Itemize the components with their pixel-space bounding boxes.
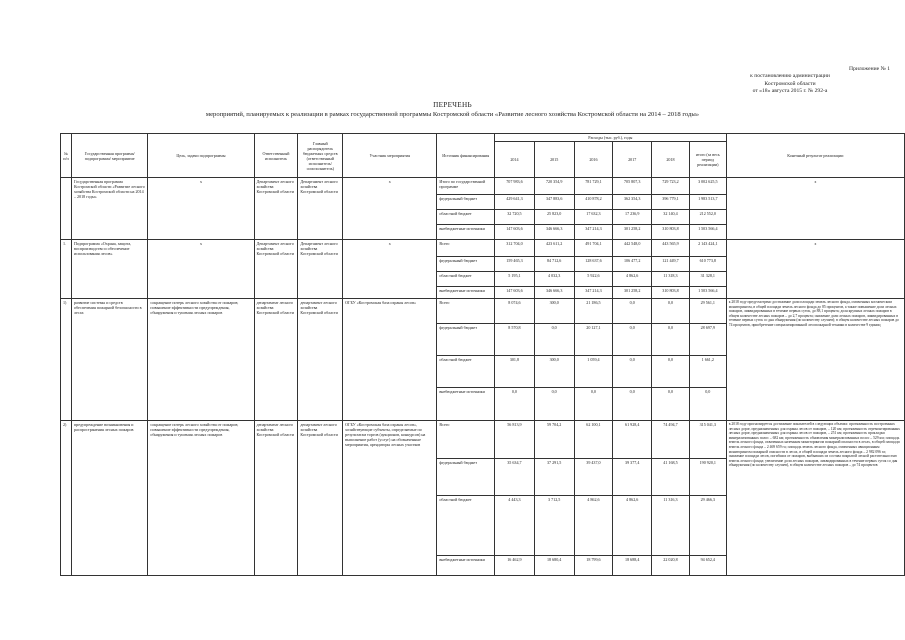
funding-source: федеральный бюджет <box>437 324 495 356</box>
amount-2015: 347 883,6 <box>534 195 574 210</box>
activity-goal: x <box>148 240 254 299</box>
budget-manager: Департамент лесного хозяйства Костромской области <box>298 240 343 299</box>
amount-total: 28 697,9 <box>689 324 726 356</box>
budget-manager: департамент лесного хозяйства Костромской области <box>298 421 343 576</box>
amount-2018: 0,0 <box>652 324 690 356</box>
activity-name: Подпрограмма «Охрана, защита, воспроизводство и обеспечение использования лесов» <box>71 240 147 299</box>
activity-participant: x <box>343 178 437 240</box>
funding-source: Всего <box>437 299 495 324</box>
amount-2014: 4 443,3 <box>495 496 535 556</box>
funding-source: областной бюджет <box>437 272 495 287</box>
final-result: x <box>726 178 904 240</box>
final-result: в 2018 году прогнозируется достижение показателей в следующих объемах: протяженность построенных лесных дорог, предназначенных для охраны лесов от пожаров, – 120 км; протяженность отремонтированных лесных дорог, предназначенных для охраны лесов от пожаров, – 251 км; протяженность прокладки минерализованных полос – 682 км; протяженность обновления минерализованных полос – 529 км; площадь земель лесного фонда, охваченных наземным мониторингом пожарной опасности в лесах, в общей площади земель лесного фонда – 2 469 659 га; площадь земель лесного фонда, охваченных авиационным мониторингом пожарной опасности в лесах, в общей площади земель лесного фонда – 2 982 096 га; снижение площади лесов, погибших от пожаров, выбывших из состава покрытой лесной растительностью земель лесного фонда; увеличение доли лесных пожаров, ликвидированных в течение первых суток со дня обнаружения (по количеству случаев), в общем количестве лесных пожаров – до 74 процентов <box>726 421 904 576</box>
funding-source: областной бюджет <box>437 210 495 225</box>
responsible-executor: Департамент лесного хозяйства Костромской области <box>254 178 298 240</box>
amount-2015: 0,0 <box>534 324 574 356</box>
amount-2014: 16 462,9 <box>495 556 535 576</box>
col-year-2014: 2014 <box>495 142 535 178</box>
amount-2017: 0,0 <box>613 388 652 421</box>
amount-total: 1 503 566,4 <box>689 287 726 299</box>
row-number <box>61 178 72 240</box>
amount-total: 3 002 625,5 <box>689 178 726 195</box>
amount-2014: 8 570,8 <box>495 324 535 356</box>
funding-source: областной бюджет <box>437 356 495 388</box>
appendix-number: Приложение № 1 <box>849 66 890 72</box>
amount-2016: 410 878,2 <box>574 195 613 210</box>
amount-2016: 62 100,1 <box>574 421 613 459</box>
amount-2018: 0,0 <box>652 388 690 421</box>
table-row <box>61 299 905 324</box>
amount-2014: 5 195,1 <box>495 272 535 287</box>
funding-source: внебюджетные источники <box>437 225 495 240</box>
amount-2017: 106 477,2 <box>613 257 652 272</box>
row-number: 1. <box>61 240 72 299</box>
amount-2017: 442 548,0 <box>613 240 652 257</box>
amount-total: 2 143 424,1 <box>689 240 726 257</box>
funding-source: областной бюджет <box>437 496 495 556</box>
amount-2017: 0,0 <box>613 324 652 356</box>
budget-manager: департамент лесного хозяйства Костромской области <box>298 299 343 421</box>
funding-source: Всего <box>437 240 495 257</box>
funding-source: внебюджетные источники <box>437 556 495 576</box>
amount-2017: 4 862,6 <box>613 496 652 556</box>
col-year-2016: 2016 <box>574 142 613 178</box>
col-result: Конечный результат реализации <box>726 134 904 178</box>
funding-source: Всего <box>437 421 495 459</box>
activity-goal: сокращение потерь лесного хозяйства от пожаров; повышение эффективности предупреждения, обнаружения и тушения лесных пожаров <box>148 299 254 421</box>
appendix-date: от «18» августа 2015 г. № 292-а <box>752 87 828 94</box>
amount-2015: 346 666,3 <box>534 225 574 240</box>
final-result: x <box>726 240 904 299</box>
amount-2016: 1 059,4 <box>574 356 613 388</box>
amount-2016: 5 922,6 <box>574 272 613 287</box>
responsible-executor: департамент лесного хозяйства Костромской области <box>254 299 298 421</box>
amount-total: 1 503 566,4 <box>689 225 726 240</box>
amount-2018: 310 803,8 <box>652 287 690 299</box>
activity-name: развитие системы и средств обеспечения пожарной безопасности в лесах <box>71 299 147 421</box>
funding-source: внебюджетные источники <box>437 287 495 299</box>
amount-2018: 22 020,8 <box>652 556 690 576</box>
amount-2015: 300,0 <box>534 356 574 388</box>
amount-2017: 705 807,3 <box>613 178 652 195</box>
amount-total: 31 328,1 <box>689 272 726 287</box>
amount-2016: 347 214,3 <box>574 287 613 299</box>
funding-source: внебюджетные источники <box>437 388 495 421</box>
amount-2015: 346 666,3 <box>534 287 574 299</box>
funding-source: федеральный бюджет <box>437 195 495 210</box>
amount-2018: 32 140,4 <box>652 210 690 225</box>
activity-participant: ОГБУ «Костромская база охраны лесов», хозяйствующие субъекты, определяемые по результатам торгов (аукционов, конкурсов) на выполнение работ (услуг) на обозначенные мероприятия, арендаторы лесных участков <box>343 421 437 576</box>
amount-2016: 20 127,1 <box>574 324 613 356</box>
amount-2014: 159 465,3 <box>495 257 535 272</box>
appendix-to-decree: к постановлению администрации <box>750 73 830 80</box>
amount-2017: 301 258,2 <box>613 287 652 299</box>
amount-total: 212 552,0 <box>689 210 726 225</box>
amount-2016: 39 437,0 <box>574 459 613 496</box>
amount-2016: 17 632,3 <box>574 210 613 225</box>
amount-2014: 147 603,6 <box>495 225 535 240</box>
amount-2014: 312 704,0 <box>495 240 535 257</box>
amount-2015: 423 611,2 <box>534 240 574 257</box>
amount-total: 315 041,3 <box>689 421 726 459</box>
amount-2015: 25 823,0 <box>534 210 574 225</box>
amount-2018: 74 494,7 <box>652 421 690 459</box>
col-year-2017: 2017 <box>613 142 652 178</box>
amount-2016: 0,0 <box>574 388 613 421</box>
funding-source: федеральный бюджет <box>437 257 495 272</box>
final-result: к 2018 году предусмотрено достижение доли площади земель лесного фонда, охваченных космическим мониторингом, в общей площади земель лесного фонда до 85 процентов, а также повышение доли лесных пожаров, ликвидированных в течение первых суток, до 88,1 процента; доля крупных лесных пожаров в общем количестве лесных пожаров – до 2,7 процента; снижение доли лесных пожаров, ликвидированных в течение первых суток со дня обнаружения (по количеству случаев); в общем количестве лесных пожаров до 74 процентов, приобретение специализированной лесопожарной техники в количестве 9 единиц <box>726 299 904 421</box>
row-number: 2) <box>61 421 72 576</box>
activity-participant: ОГБУ «Костромская база охраны лесов» <box>343 299 437 421</box>
activity-goal: x <box>148 178 254 240</box>
col-goal: Цель, задачи подпрограммы <box>148 134 254 178</box>
col-expenses: Расходы (тыс. руб.), годы <box>495 134 727 142</box>
amount-2016: 347 214,3 <box>574 225 613 240</box>
amount-2014: 429 641,3 <box>495 195 535 210</box>
amount-2014: 35 634,7 <box>495 459 535 496</box>
col-num: № п/п <box>61 134 72 178</box>
amount-2015: 0,0 <box>534 388 574 421</box>
document-header <box>690 66 890 95</box>
amount-2014: 8 074,6 <box>495 299 535 324</box>
amount-total: 29 466,3 <box>689 496 726 556</box>
amount-total: 29 561,1 <box>689 299 726 324</box>
amount-total: 190 920,1 <box>689 459 726 496</box>
amount-total: 1 661,2 <box>689 356 726 388</box>
amount-2016: 491 704,1 <box>574 240 613 257</box>
amount-2014: 56 813,9 <box>495 421 535 459</box>
amount-2017: 362 354,3 <box>613 195 652 210</box>
row-number: 1) <box>61 299 72 421</box>
amount-2018: 0,0 <box>652 356 690 388</box>
table-row <box>61 421 905 459</box>
amount-2015: 18 680,4 <box>534 556 574 576</box>
amount-2017: 61 928,4 <box>613 421 652 459</box>
amount-2016: 21 186,5 <box>574 299 613 324</box>
col-year-2018: 2018 <box>652 142 690 178</box>
col-total: итого (за весь период реализации) <box>689 142 726 178</box>
col-name: Государственная программа/подпрограмма/ мероприятие <box>71 134 147 178</box>
col-source: Источник финансирования <box>437 134 495 178</box>
amount-2015: 4 032,3 <box>534 272 574 287</box>
funding-source: федеральный бюджет <box>437 459 495 496</box>
amount-2018: 0,0 <box>652 299 690 324</box>
amount-2016: 781 729,1 <box>574 178 613 195</box>
col-resp: Ответственный исполнитель <box>254 134 298 178</box>
activity-name: Государственная программа Костромской области «Развитие лесного хозяйства Костромской области на 2014 – 2018 годы» <box>71 178 147 240</box>
amount-2018: 11 318,3 <box>652 272 690 287</box>
amount-2017: 17 236,9 <box>613 210 652 225</box>
amount-2016: 4 862,6 <box>574 496 613 556</box>
table-row <box>61 178 905 195</box>
amount-2017: 4 862,6 <box>613 272 652 287</box>
responsible-executor: департамент лесного хозяйства Костромской области <box>254 421 298 576</box>
amount-2018: 11 316,3 <box>652 496 690 556</box>
appendix-region: Костромской области <box>764 80 816 87</box>
activity-participant: x <box>343 240 437 299</box>
document-subtitle: мероприятий, планируемых к реализации в рамках государственной программы Костромской области «Развитие лесного хозяйства Костромской области на 2014 – 2018 годы» <box>205 111 700 118</box>
amount-2015: 59 704,2 <box>534 421 574 459</box>
amount-2014: 301,8 <box>495 356 535 388</box>
amount-2017: 301 258,2 <box>613 225 652 240</box>
amount-2015: 720 354,9 <box>534 178 574 195</box>
amount-2015: 3 712,5 <box>534 496 574 556</box>
amount-2017: 18 688,4 <box>613 556 652 576</box>
amount-2018: 310 803,8 <box>652 225 690 240</box>
amount-2018: 121 449,7 <box>652 257 690 272</box>
table-body <box>61 178 905 576</box>
amount-2015: 300,0 <box>534 299 574 324</box>
amount-2017: 39 377,4 <box>613 459 652 496</box>
amount-2018: 396 779,1 <box>652 195 690 210</box>
amount-total: 1 983 513,7 <box>689 195 726 210</box>
amount-total: 94 652,4 <box>689 556 726 576</box>
table-row <box>61 240 905 257</box>
col-grbs: Главный распорядитель бюджетных средств (ответственный исполнитель/ соисполнитель) <box>298 134 343 178</box>
col-participant: Участник мероприятия <box>343 134 437 178</box>
activities-table <box>60 133 905 576</box>
amount-2017: 0,0 <box>613 299 652 324</box>
activity-goal: сокращение потерь лесного хозяйства от пожаров; повышение эффективности предупреждения, обнаружения и тушения лесных пожаров <box>148 421 254 576</box>
amount-total: 610 773,8 <box>689 257 726 272</box>
amount-2017: 0,0 <box>613 356 652 388</box>
amount-2018: 41 168,5 <box>652 459 690 496</box>
amount-2015: 84 712,6 <box>534 257 574 272</box>
amount-2014: 147 603,6 <box>495 287 535 299</box>
amount-2018: 729 723,2 <box>652 178 690 195</box>
amount-total: 0,0 <box>689 388 726 421</box>
amount-2014: 707 983,6 <box>495 178 535 195</box>
document-title: ПЕРЕЧЕНЬ <box>433 101 472 109</box>
funding-source: Итого по государственной программе <box>437 178 495 195</box>
activity-name: предупреждение возникновения и распространения лесных пожаров <box>71 421 147 576</box>
amount-2018: 443 565,9 <box>652 240 690 257</box>
col-year-2015: 2015 <box>534 142 574 178</box>
amount-2014: 32 720,5 <box>495 210 535 225</box>
amount-2016: 128 637,6 <box>574 257 613 272</box>
budget-manager: Департамент лесного хозяйства Костромской области <box>298 178 343 240</box>
responsible-executor: Департамент лесного хозяйства Костромской области <box>254 240 298 299</box>
amount-2016: 18 799,6 <box>574 556 613 576</box>
amount-2015: 37 291,5 <box>534 459 574 496</box>
amount-2014: 0,0 <box>495 388 535 421</box>
